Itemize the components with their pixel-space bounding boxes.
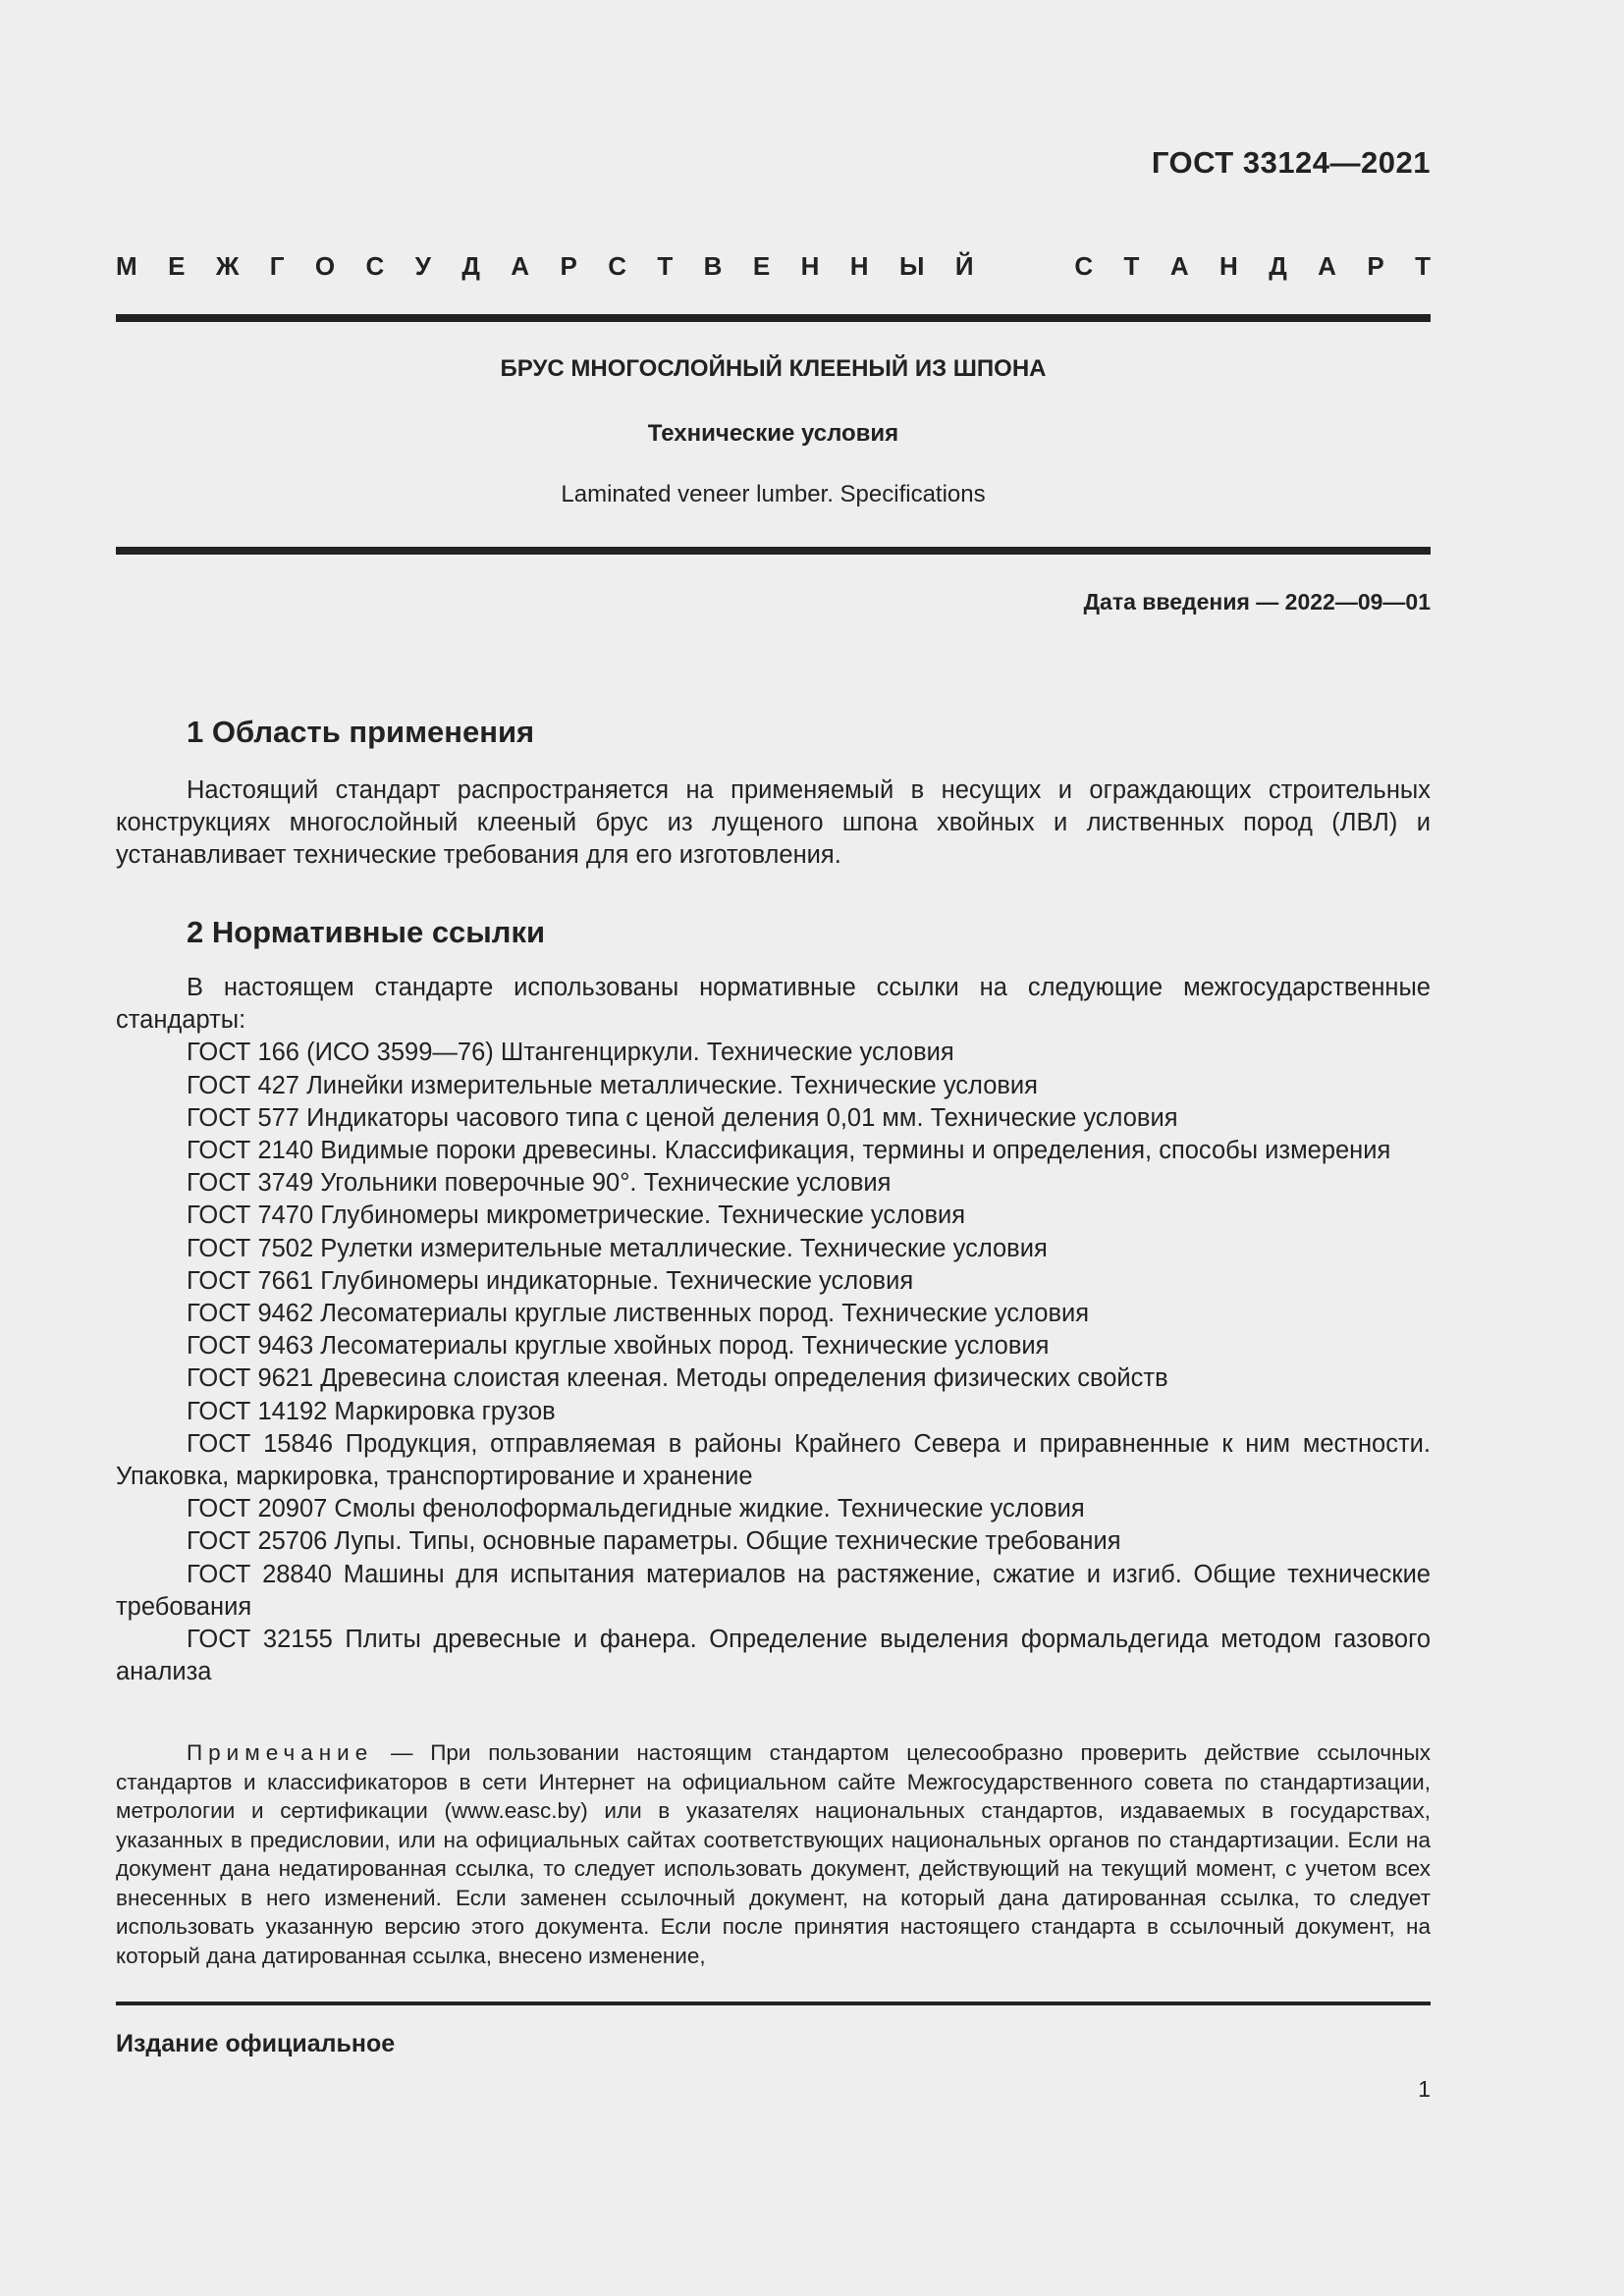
official-edition-label: Издание официальное — [116, 2030, 396, 2057]
letter: А — [1169, 251, 1189, 281]
letter: В — [703, 251, 723, 281]
reference-note — [116, 1738, 1431, 1970]
letter: С — [365, 251, 385, 281]
letter: Й — [954, 251, 974, 281]
reference-item: ГОСТ 9621 Древесина слоистая клееная. Методы определения физических свойств — [187, 1364, 1168, 1393]
letter: М — [116, 251, 137, 281]
gost-number: ГОСТ 33124—2021 — [1151, 145, 1431, 180]
interstate-standard-heading — [116, 251, 1431, 282]
reference-item: ГОСТ 28840 Машины для испытания материалов на растяжение, сжатие и изгиб. Общие технические требования — [116, 1560, 1431, 1621]
letter: Ж — [215, 251, 240, 281]
section-1-text: Настоящий стандарт распространяется на применяемый в несущих и ограждающих строительных конструкциях многослойный клееный брус из лущеного шпона хвойных и лиственных пород (ЛВЛ) и устанавливает технические требования для его изготовления. — [116, 776, 1431, 869]
letter: А — [1318, 251, 1336, 281]
title-divider — [116, 547, 1431, 555]
reference-item: ГОСТ 3749 Угольники поверочные 90°. Технические условия — [187, 1169, 892, 1198]
note-label: Примечание — [187, 1740, 374, 1765]
letter: Т — [657, 251, 674, 281]
reference-item: ГОСТ 15846 Продукция, отправляемая в районы Крайнего Севера и приравненные к ним местности. Упаковка, маркировка, транспортирование и хранение — [116, 1429, 1431, 1491]
letter: С — [608, 251, 626, 281]
letter: Е — [752, 251, 771, 281]
section-1-heading: 1 Область применения — [187, 715, 535, 749]
reference-item: ГОСТ 9463 Лесоматериалы круглые хвойных пород. Технические условия — [187, 1332, 1050, 1361]
letter: Г — [269, 251, 285, 281]
letter: Е — [168, 251, 186, 281]
date-introduced: Дата введения — 2022—09—01 — [1083, 589, 1431, 614]
page-number: 1 — [1418, 2076, 1431, 2102]
english-title: Laminated veneer lumber. Specifications — [561, 481, 986, 507]
reference-item: ГОСТ 32155 Плиты древесные и фанера. Определение выделения формальдегида методом газового анализа — [116, 1626, 1431, 1686]
letter: Р — [560, 251, 577, 281]
word-gap — [1004, 251, 1044, 282]
references-list — [116, 972, 1431, 1688]
section-2-intro: В настоящем стандарте использованы нормативные ссылки на следующие межгосударственные стандарты: — [116, 974, 1431, 1035]
reference-item: ГОСТ 7661 Глубиномеры индикаторные. Технические условия — [187, 1266, 914, 1295]
note-text: — При пользовании настоящим стандартом целесообразно проверить действие ссылочных стандартов и классификаторов в сети Интернет на официальном сайте Межгосударственного совета по стандартизации, метрологии и сертификации (www.easc.by) или в указателях национальных стандартов, издаваемых в государствах, указанных в предисловии, или на официальных сайтах соответствующих национальных органов по стандартизации. Если на документ дана недатированная ссылка, то следует использовать документ, действующий на текущий момент, с учетом всех внесенных в него изменений. Если заменен ссылочный документ, на который дана датированная ссылка, то следует использовать указанную версию этого документа. Если после принятия настоящего стандарта в ссылочный документ, на который дана датированная ссылка, внесено изменение, — [116, 1740, 1431, 1968]
header-divider — [116, 314, 1431, 322]
letter: Н — [849, 251, 869, 281]
letter: Д — [1269, 251, 1287, 281]
footer-divider — [116, 2002, 1431, 2005]
reference-item: ГОСТ 14192 Маркировка грузов — [187, 1397, 556, 1425]
letter: Д — [461, 251, 480, 281]
reference-item: ГОСТ 577 Индикаторы часового типа с ценой деления 0,01 мм. Технические условия — [187, 1103, 1178, 1132]
reference-item: ГОСТ 25706 Лупы. Типы, основные параметры. Общие технические требования — [187, 1527, 1121, 1556]
reference-item: ГОСТ 9462 Лесоматериалы круглые лиственных пород. Технические условия — [187, 1300, 1090, 1328]
letter: У — [414, 251, 431, 281]
letter: Т — [1415, 251, 1431, 281]
reference-item: ГОСТ 7502 Рулетки измерительные металлические. Технические условия — [187, 1234, 1048, 1262]
letter: Н — [1219, 251, 1238, 281]
reference-item: ГОСТ 2140 Видимые пороки древесины. Классификация, термины и определения, способы измерения — [187, 1137, 1391, 1165]
reference-item: ГОСТ 20907 Смолы фенолоформальдегидные жидкие. Технические условия — [187, 1495, 1085, 1523]
letter: Р — [1367, 251, 1384, 281]
reference-item: ГОСТ 7470 Глубиномеры микрометрические. Технические условия — [187, 1201, 966, 1230]
letter: Т — [1123, 251, 1140, 281]
document-subtitle: Технические условия — [647, 420, 899, 447]
letter: С — [1074, 251, 1094, 281]
reference-item: ГОСТ 427 Линейки измерительные металлические. Технические условия — [187, 1071, 1038, 1099]
letter: А — [511, 251, 530, 281]
letter: О — [314, 251, 336, 281]
section-2-heading: 2 Нормативные ссылки — [187, 915, 546, 949]
letter: Ы — [898, 251, 925, 281]
document-title: БРУС МНОГОСЛОЙНЫЙ КЛЕЕНЫЙ ИЗ ШПОНА — [500, 355, 1047, 382]
reference-item: ГОСТ 166 (ИСО 3599—76) Штангенциркули. Технические условия — [187, 1039, 954, 1067]
letter: Н — [800, 251, 820, 281]
